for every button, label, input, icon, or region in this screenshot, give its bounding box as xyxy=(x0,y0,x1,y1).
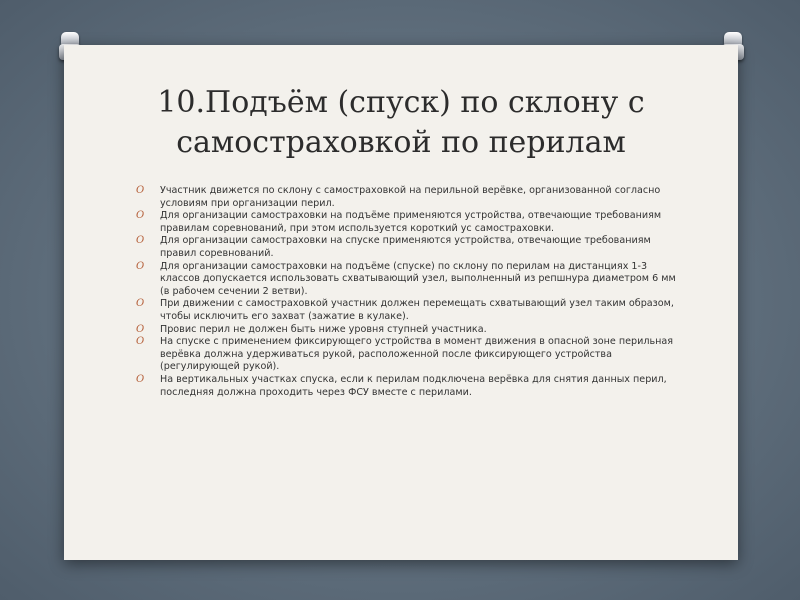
bullet-marker-icon: О xyxy=(136,298,145,310)
list-item: О Участник движется по склону с самостраховкой на перильной верёвке, организованной согласно условиям при организации перил. xyxy=(136,185,661,209)
slide-card xyxy=(64,45,738,560)
bullet-marker-icon: О xyxy=(136,373,145,385)
bullet-marker-icon: О xyxy=(136,336,145,348)
list-item: О Для организации самостраховки на подъёме применяются устройства, отвечающие требованиям правилам соревнований, при этом используется короткий ус самостраховки. xyxy=(136,210,662,234)
slide-title xyxy=(64,83,738,163)
title-line-2: самостраховкой по перилам xyxy=(176,125,626,160)
bullet-marker-icon: О xyxy=(136,260,145,272)
list-item: О На спуске с применением фиксирующего устройства в момент движения в опасной зоне перильная верёвка должна удерживаться рукой, расположенной после фиксирующего устройства (регулирующей рукой). xyxy=(136,336,674,373)
bullet-list xyxy=(136,185,676,399)
bullet-marker-icon: О xyxy=(136,235,145,247)
list-item: О На вертикальных участках спуска, если к перилам подключена верёвка для снятия данных перил, последняя должна проходить через ФСУ вместе с перилами. xyxy=(136,373,667,398)
bullet-marker-icon: О xyxy=(136,210,145,222)
bullet-marker-icon: О xyxy=(136,185,145,196)
bullet-marker-icon: О xyxy=(136,323,145,335)
title-line-1: 10.Подъём (спуск) по склону с xyxy=(157,85,645,120)
list-item: О При движении с самостраховкой участник должен перемещать схватывающий узел таким образом, чтобы исключить его захват (зажатие в кулаке). xyxy=(136,298,674,322)
list-item: О Для организации самостраховки на подъёме (спуске) по склону по перилам на дистанциях 1-3 классов допускается использовать схватывающий узел, выполненный из репшнура диаметром 6 мм (в рабочем сечении 2 ветви). xyxy=(136,260,676,297)
list-item: О Для организации самостраховки на спуске применяются устройства, отвечающие требованиям правил соревнований. xyxy=(136,235,651,259)
list-item: О Провис перил не должен быть ниже уровня ступней участника. xyxy=(136,323,487,335)
